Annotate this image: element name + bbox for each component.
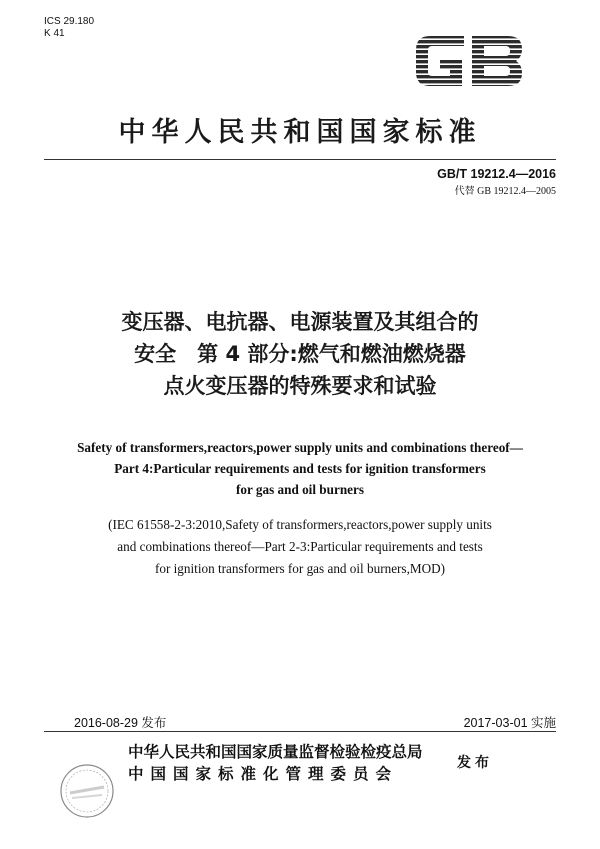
publisher-sac: 中国国家标准化管理委员会 <box>128 765 399 783</box>
document-title-english <box>0 437 600 500</box>
title-en-line-2: Part 4:Particular requirements and tests for ignition transformers <box>114 461 486 476</box>
standard-number: GB/T 19212.4—2016 <box>437 167 556 181</box>
replaces-standard: 代替 GB 19212.4—2005 <box>454 186 556 197</box>
adoption-line-2: and combinations thereof—Part 2-3:Particular requirements and tests <box>117 539 483 554</box>
ics-code: ICS 29.180 <box>44 16 95 27</box>
classification-codes <box>44 16 94 40</box>
title-cn-line-2: 安全 第 4 部分:燃气和燃油燃烧器 <box>134 342 466 366</box>
national-standard-title: 中华人民共和国国家标准 <box>118 117 482 148</box>
title-cn-line-3: 点火变压器的特殊要求和试验 <box>163 374 437 398</box>
title-en-line-3: for gas and oil burners <box>236 482 364 497</box>
ccs-code: K 41 <box>44 28 65 39</box>
publisher-aqsiq: 中华人民共和国国家质量监督检验检疫总局 <box>128 743 423 761</box>
publish-label: 发布 <box>457 755 493 771</box>
publishing-authorities <box>128 741 423 785</box>
adoption-line-3: for ignition transformers for gas and oil burners,MOD) <box>154 561 446 576</box>
adoption-note <box>0 514 600 580</box>
title-en-line-1: Safety of transformers,reactors,power supply units and combinations thereof— <box>77 440 523 455</box>
implementation-date: 2017-03-01 实施 <box>463 716 556 730</box>
document-title-chinese <box>0 306 600 402</box>
header-divider <box>44 159 556 160</box>
gb-logo <box>410 30 528 92</box>
stamp-seal <box>58 762 116 820</box>
issue-date: 2016-08-29 发布 <box>74 716 167 730</box>
title-cn-line-1: 变压器、电抗器、电源装置及其组合的 <box>121 310 479 334</box>
footer-divider <box>44 731 556 732</box>
adoption-line-1: (IEC 61558-2-3:2010,Safety of transformers,reactors,power supply units <box>108 517 492 532</box>
